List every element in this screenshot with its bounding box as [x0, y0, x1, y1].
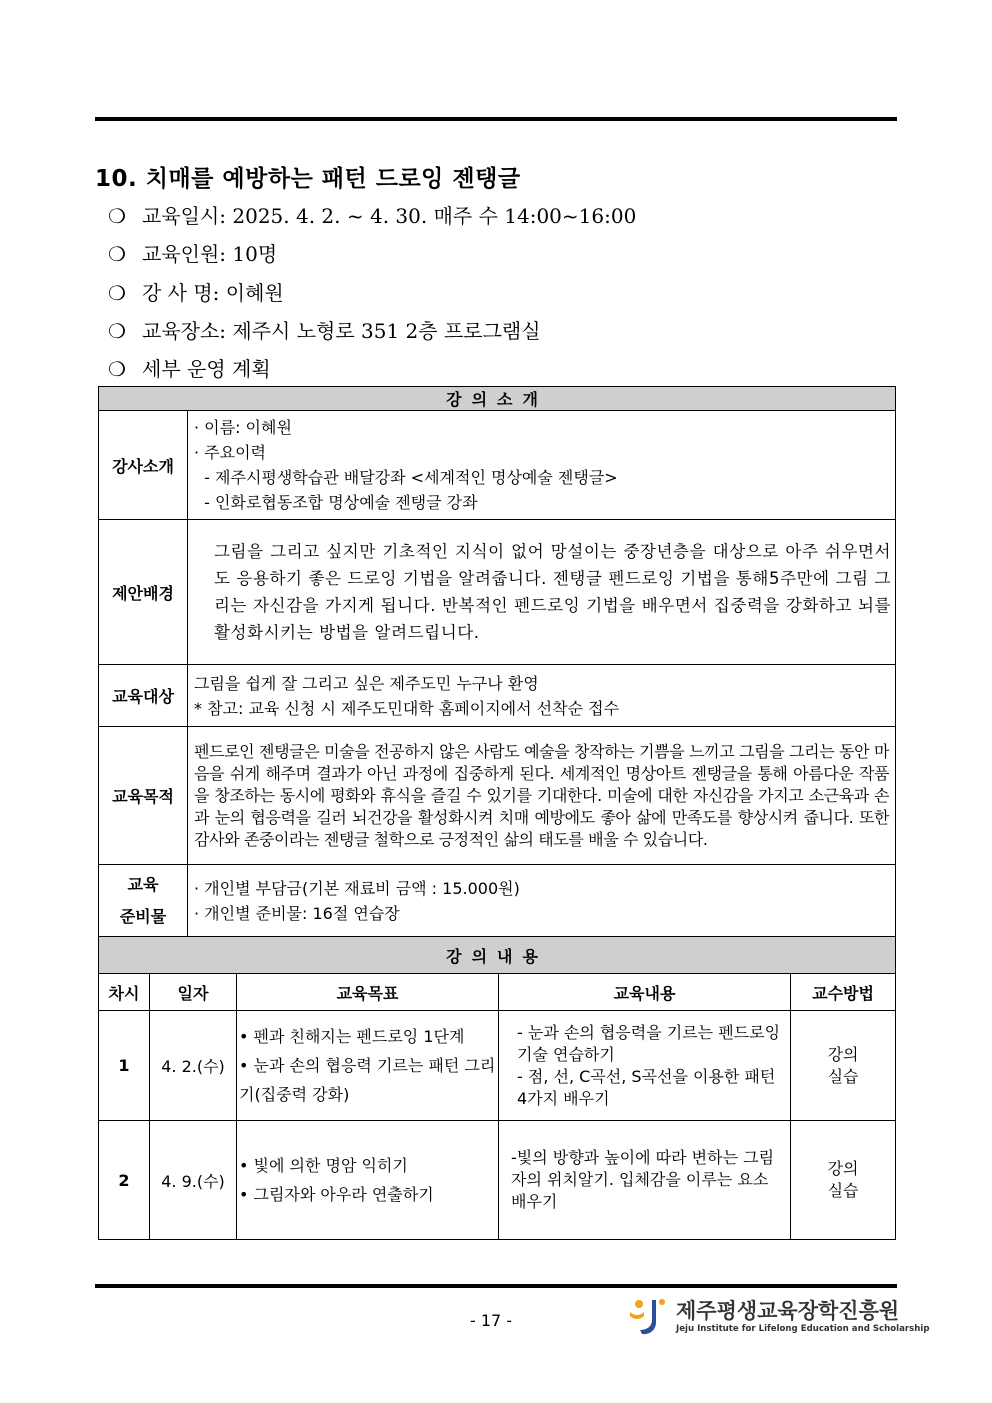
col-date: 일자 — [150, 974, 237, 1011]
supplies-line: · 개인별 준비물: 16절 연습장 — [194, 903, 400, 923]
circle-bullet-icon: ❍ — [108, 357, 126, 381]
instructor-line: - 제주시평생학습관 배달강좌 <세계적인 명상예술 젠탱글> — [194, 468, 618, 487]
session-date: 4. 2.(수) — [150, 1011, 237, 1121]
plan-table — [98, 386, 896, 1240]
session-goals — [237, 1121, 499, 1240]
table-row — [99, 1121, 896, 1240]
col-contents: 교육내용 — [499, 974, 791, 1011]
purpose-text: 펜드로인 젠탱글은 미술을 전공하지 않은 사람도 예술을 창작하는 기쁨을 느끼고 그림을 그리는 동안 마음을 쉬게 해주며 결과가 아닌 과정에 집중하게 된다. 세계적인 명상아트 젠탱글을 통해 아름다운 작품을 창조하는 동시에 평화와 휴식을 즐길 수 있기를 기대한다. 미술에 대한 자신감을 가지고 소근육과 손과 눈의 협응력을 길러 뇌건강을 활성화시켜 치매 예방에도 좋아 삶에 만족도를 향상시켜 줍니다. 또한 감사와 존중이라는 젠탱글 철학으로 긍정적인 삶의 태도를 배울 수 있습니다. — [188, 727, 896, 865]
target-line: * 참고: 교육 신청 시 제주도민대학 홈페이지에서 선착순 접수 — [194, 698, 620, 718]
background-text: 그림을 그리고 싶지만 기초적인 지식이 없어 망설이는 중장년층을 대상으로 아주 쉬우면서도 응용하기 좋은 드로잉 기법을 알려줍니다. 젠탱글 펜드로잉 기법을 통해5주만에 그림 그리는 자신감을 가지게 됩니다. 반복적인 펜드로잉 기법을 배우면서 집중력을 강화하고 뇌를 활성화시키는 방법을 알려드립니다. — [188, 520, 896, 665]
content-item: - 눈과 손의 협응력을 기르는 펜드로잉 기술 연습하기 — [517, 1022, 781, 1064]
goal-item: • 그림자와 아우라 연출하기 — [239, 1185, 434, 1204]
info-item-schedule — [108, 200, 636, 229]
info-item-capacity — [108, 238, 277, 267]
session-contents — [499, 1121, 791, 1240]
purpose-label: 교육목적 — [99, 727, 188, 865]
method-line: 실습 — [827, 1181, 859, 1200]
info-text: 세부 운영 계획 — [142, 357, 271, 381]
supplies-line: · 개인별 부담금(기본 재료비 금액 : 15.000원) — [194, 878, 520, 898]
org-english-name: Jeju Institute for Lifelong Education and Scholarship — [676, 1324, 930, 1334]
section-title: 10. 치매를 예방하는 패턴 드로잉 젠탱글 — [95, 166, 521, 192]
target-cell — [188, 665, 896, 727]
target-label: 교육대상 — [99, 665, 188, 727]
content-header: 강의내용 — [99, 937, 896, 974]
instructor-cell — [188, 411, 896, 520]
info-text: 교육일시: 2025. 4. 2. ~ 4. 30. 매주 수 14:00~16:00 — [142, 204, 637, 228]
session-contents — [499, 1011, 791, 1121]
col-method: 교수방법 — [791, 974, 896, 1011]
top-rule — [95, 117, 897, 121]
background-label: 제안배경 — [99, 520, 188, 665]
session-goals — [237, 1011, 499, 1121]
session-date: 4. 9.(수) — [150, 1121, 237, 1240]
method-line: 강의 — [827, 1044, 859, 1064]
bottom-rule — [95, 1284, 897, 1288]
instructor-label: 강사소개 — [99, 411, 188, 520]
info-text: 교육인원: 10명 — [142, 242, 278, 266]
session-number: 1 — [99, 1011, 150, 1121]
goal-item: • 빛에 의한 명암 익히기 — [239, 1156, 408, 1175]
circle-bullet-icon: ❍ — [108, 204, 126, 228]
intro-header: 강의소개 — [99, 387, 896, 411]
method-line: 실습 — [827, 1066, 859, 1086]
supplies-label-line: 준비물 — [119, 906, 167, 926]
info-text: 강 사 명: 이혜원 — [142, 281, 284, 305]
session-number: 2 — [99, 1121, 150, 1240]
target-line: 그림을 쉽게 잘 그리고 싶은 제주도민 누구나 환영 — [194, 673, 539, 693]
page-number: - 17 - — [470, 1311, 513, 1330]
instructor-line: · 이름: 이혜원 — [194, 418, 292, 437]
org-name: 제주평생교육장학진흥원 — [676, 1299, 900, 1323]
org-logo-icon — [626, 1294, 670, 1338]
goal-item: • 눈과 손의 협응력 기르는 패턴 그리기(집중력 강화) — [239, 1056, 496, 1104]
method-line: 강의 — [827, 1159, 859, 1178]
session-method — [791, 1011, 896, 1121]
circle-bullet-icon: ❍ — [108, 242, 126, 266]
col-goals: 교육목표 — [237, 974, 499, 1011]
content-item: - 점, 선, C곡선, S곡선을 이용한 패턴 4가지 배우기 — [517, 1066, 776, 1108]
session-method — [791, 1121, 896, 1240]
info-item-plan — [108, 353, 271, 382]
supplies-label — [99, 865, 188, 937]
instructor-line: - 인화로협동조합 명상예술 젠탱글 강좌 — [194, 493, 478, 512]
info-item-instructor — [108, 277, 284, 306]
supplies-label-line: 교육 — [127, 874, 159, 894]
instructor-line: · 주요이력 — [194, 443, 266, 462]
info-text: 교육장소: 제주시 노형로 351 2층 프로그램실 — [142, 319, 541, 343]
circle-bullet-icon: ❍ — [108, 319, 126, 343]
col-session: 차시 — [99, 974, 150, 1011]
supplies-cell — [188, 865, 896, 937]
info-item-location — [108, 315, 541, 344]
goal-item: • 펜과 친해지는 펜드로잉 1단계 — [239, 1027, 465, 1046]
table-row — [99, 1011, 896, 1121]
circle-bullet-icon: ❍ — [108, 281, 126, 305]
content-item: -빛의 방향과 높이에 따라 변하는 그림자의 위치알기. 입체감을 이루는 요소 배우기 — [511, 1148, 775, 1211]
